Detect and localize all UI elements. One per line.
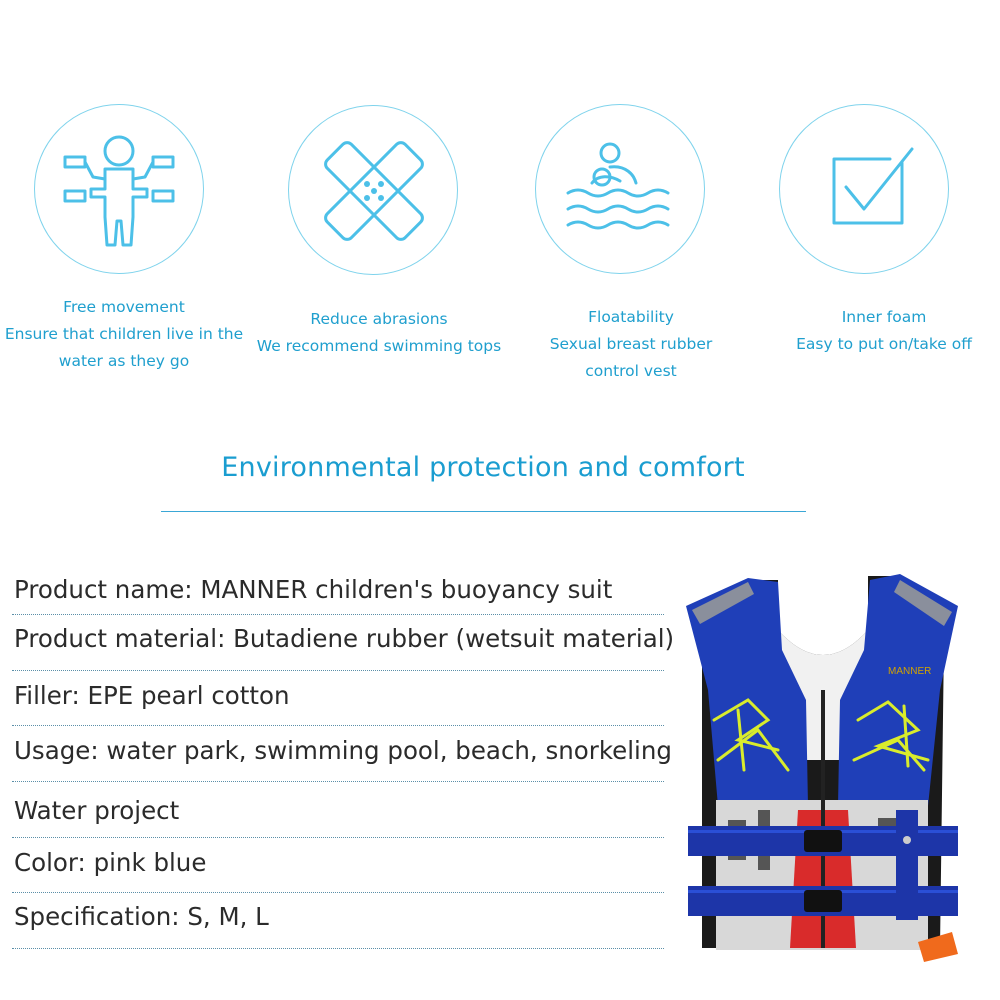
feature-circle (779, 104, 949, 274)
product-image (678, 570, 968, 970)
spec-usage: Usage: water park, swimming pool, beach, snorkeling (14, 736, 672, 765)
spec-filler: Filler: EPE pearl cotton (14, 681, 290, 710)
spec-water-project: Water project (14, 796, 180, 825)
caption-line: Free movement (63, 298, 185, 316)
spec-specification: Specification: S, M, L (14, 902, 269, 931)
spec-product-material: Product material: Butadiene rubber (wetsuit material) (14, 624, 675, 653)
feature-caption (754, 304, 1000, 358)
feature-caption (0, 294, 254, 375)
section-headline: Environmental protection and comfort (221, 452, 745, 483)
spec-divider (12, 837, 664, 838)
caption-line: We recommend swimming tops (256, 337, 502, 355)
caption-line: Floatability (588, 308, 674, 326)
headline-divider (161, 511, 806, 512)
feature-caption (249, 306, 509, 360)
spec-divider (12, 614, 664, 615)
spec-divider (12, 725, 664, 726)
svg-text:MANNER: MANNER (888, 666, 932, 677)
spec-product-name: Product name: MANNER children's buoyancy suit (14, 575, 613, 604)
caption-line: Sexual breast rubber (549, 335, 713, 353)
caption-line: Ensure that children live in the (4, 325, 244, 343)
feature-caption (501, 304, 761, 385)
feature-circle (288, 105, 458, 275)
caption-line: water as they go (58, 352, 190, 370)
spec-divider (12, 670, 664, 671)
caption-line: Easy to put on/take off (796, 335, 972, 353)
spec-color: Color: pink blue (14, 848, 207, 877)
life-vest-image (678, 570, 968, 970)
caption-line: Inner foam (841, 308, 927, 326)
swimmer-icon (536, 105, 706, 275)
feature-circle (535, 104, 705, 274)
checkmark-icon (780, 105, 950, 275)
spec-divider (12, 781, 664, 782)
feature-circle (34, 104, 204, 274)
bandage-icon (289, 106, 459, 276)
spec-divider (12, 948, 664, 949)
caption-line: Reduce abrasions (310, 310, 448, 328)
spec-divider (12, 892, 664, 893)
child-floating-icon (35, 105, 205, 275)
caption-line: control vest (585, 362, 677, 380)
